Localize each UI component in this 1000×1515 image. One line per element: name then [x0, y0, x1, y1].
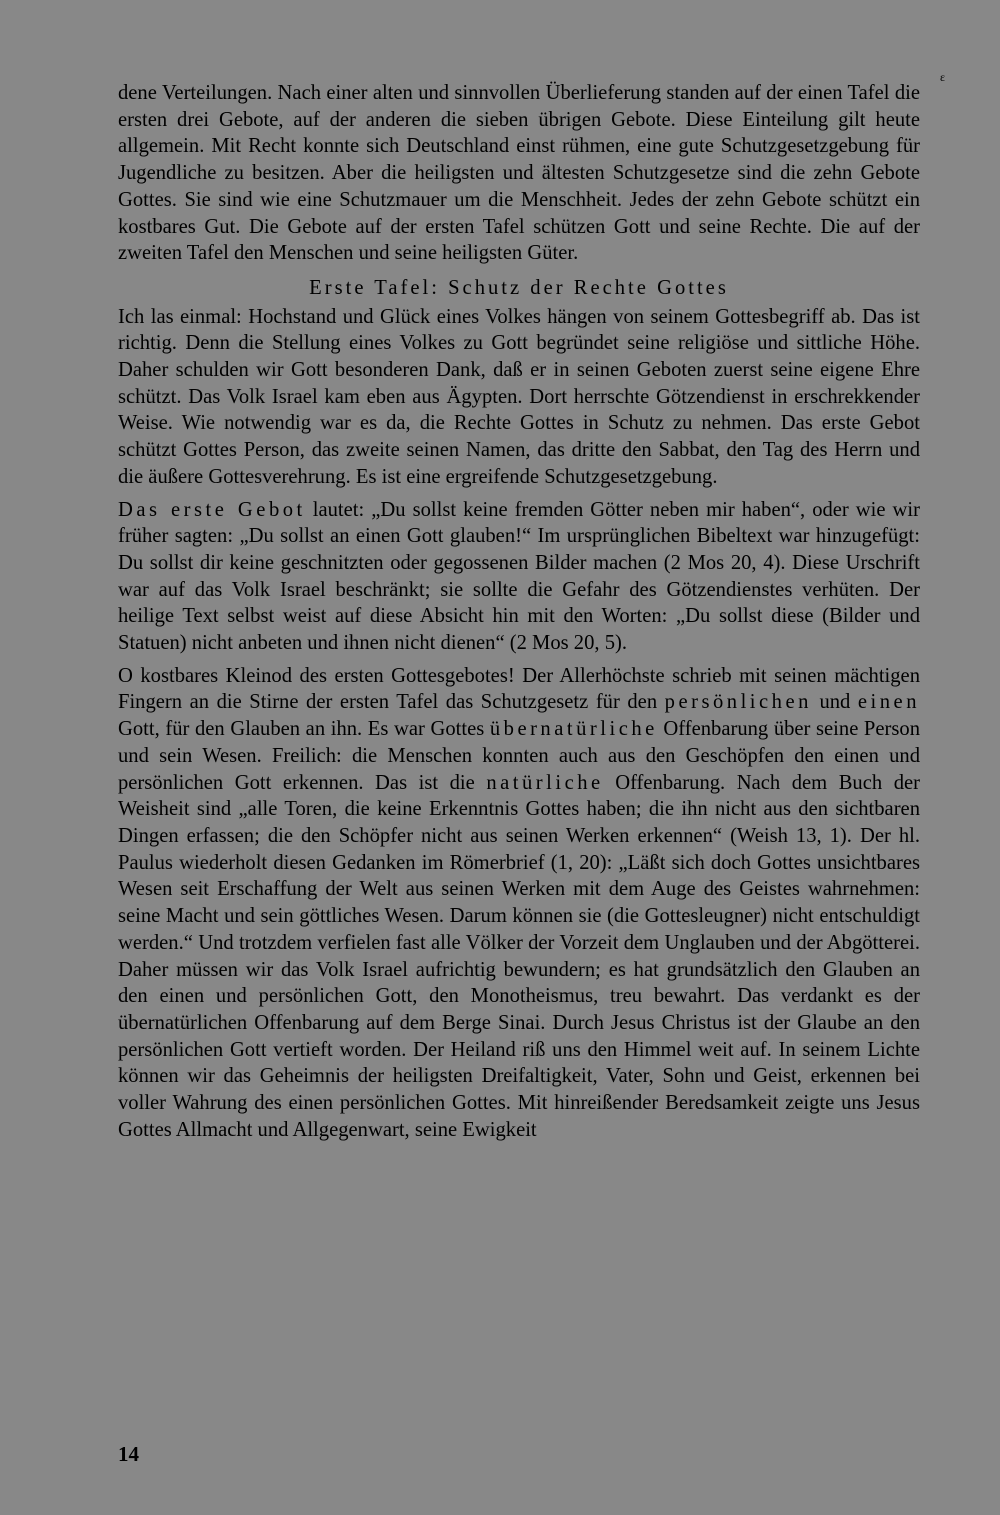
paragraph-3-text: lautet: „Du sollst keine fremden Götter neben mir haben“, oder wie wir früher sagten: „Du sollst an einen Gott glauben!“ Im ursprünglichen Bibeltext war hinzugefügt: Du sollst dir keine geschnitzten oder gegossenen Bilder machen (2 Mos 20, 4). Diese Urschrift war auf das Volk Israel beschränkt; sie sollte die Gefahr des Götzendienstes verhüten. Der heilige Text selbst weist auf diese Absicht hin mit den Worten: „Du sollst diese (Bilder und Statuen) nicht anbeten und ihnen nicht dienen“ (2 Mos 20, 5).: [118, 498, 921, 655]
paragraph-2: Ich las einmal: Hochstand und Glück eines Volkes hängen von seinem Gottesbegriff ab. Das ist richtig. Denn die Stellung eines Volkes zu Gott begründet seine religiöse und sittliche Höhe. Daher schulden wir Gott besonderen Dank, daß er in seinen Geboten zuerst seine eigene Ehre schützt. Das Volk Israel kam eben aus Ägypten. Dort herrschte Götzendienst in erschrekkender Weise. Wie notwendig war es da, die Rechte Gottes in Schutz zu nehmen. Das erste Gebot schützt Gottes Person, das zweite seinen Namen, das dritte den Sabbat, den Tag des Herrn und die äußere Gottesverehrung. Es ist eine ergreifende Schutzgesetzgebung.: [118, 305, 920, 488]
spaced-text: Das erste Gebot: [118, 498, 306, 521]
corner-mark: ɛ: [940, 70, 946, 84]
section-heading: Erste Tafel: Schutz der Rechte Gottes: [309, 276, 729, 299]
text-run: Offenbarung über seine Person und sein Wesen. Freilich: die Menschen konnten auch aus den Geschöpfen den einen und persönlichen Gott erkennen. Das ist die: [118, 718, 920, 794]
text-run: Gott, für den Glauben an ihn. Es war Gottes: [118, 718, 490, 741]
paragraph-intro: dene Verteilungen. Nach einer alten und sinnvollen Überlieferung standen auf der einen Tafel die ersten drei Gebote, auf der anderen die sieben übrigen Gebote. Diese Einteilung gilt heute allgemein. Mit Recht konnte sich Deutschland einst rühmen, eine gute Schutzgesetzgebung für Jugendliche zu besitzen. Aber die heiligsten und ältesten Schutzgesetze sind die zehn Gebote Gottes. Sie sind wie eine Schutzmauer um die Menschheit. Jedes der zehn Gebote schützt ein kostbares Gut. Die Gebote auf der ersten Tafel schützen Gott und seine Rechte. Die auf der zweiten Tafel den Menschen und seine heiligsten Güter.: [118, 82, 920, 265]
spaced-text: übernatürliche: [489, 718, 658, 741]
text-run: O kostbares Kleinod des ersten Gottesgebotes! Der Allerhöchste schrieb mit seinen mächtigen Fingern an die Stirne der ersten Tafel das Schutzgesetz für den: [118, 664, 920, 714]
spaced-text: persönlichen: [664, 691, 812, 714]
paragraph-4: [118, 663, 920, 1144]
text-run: und: [811, 691, 858, 714]
text-run: Offenbarung. Nach dem Buch der Weisheit sind „alle Toren, die keine Erkenntnis Gottes haben; die ihn nicht aus den sichtbaren Dingen erfassen; die den Schöpfer nicht aus seinen Werken erkennen“ (Weish 13, 1). Der hl. Paulus wiederholt diesen Gedanken im Römerbrief (1, 20): „Läßt sich doch Gottes unsichtbares Wesen seit Erschaffung der Welt aus seinen Werken mit dem Auge des Geistes wahrnehmen: seine Macht und sein göttliches Wesen. Darum können sie (die Gottesleugner) nicht entschuldigt werden.“ Und trotzdem verfielen fast alle Völker der Vorzeit dem Unglauben und der Abgötterei. Daher müssen wir das Volk Israel aufrichtig bewundern; es hat grundsätzlich den Glauben an den einen und persönlichen Gott, den Monotheismus, treu bewahrt. Das verdankt es der übernatürlichen Offenbarung auf dem Berge Sinai. Durch Jesus Christus ist der Glaube an den persönlichen Gott vertieft worden. Der Heiland riß uns den Himmel weit auf. In seinem Lichte können wir das Geheimnis der heiligsten Dreifaltigkeit, Vater, Sohn und Geist, erkennen bei voller Wahrung des einen persönlichen Gottes. Mit hinreißender Beredsamkeit zeigte uns Jesus Gottes Allmacht und Allgegenwart, seine Ewigkeit: [118, 771, 920, 1141]
spaced-text: einen: [857, 691, 920, 714]
spaced-text: natürliche: [486, 771, 604, 794]
page-body: [118, 80, 920, 1143]
paragraph-3: [118, 497, 920, 657]
page-number: 14: [118, 1442, 139, 1466]
